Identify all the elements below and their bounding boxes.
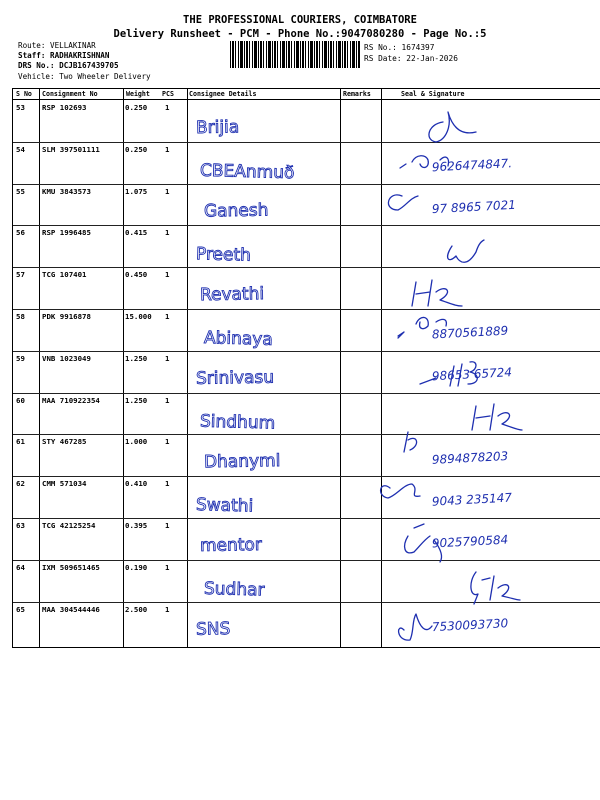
- row-pcs: 1: [165, 312, 170, 321]
- rs-date: RS Date: 22-Jan-2026: [364, 54, 458, 63]
- consignee-handwriting: Swathi: [195, 495, 254, 517]
- row-weight: 15.000: [125, 312, 152, 321]
- row-consignment-no: MAA 710922354: [42, 395, 100, 405]
- row-pcs: 1: [165, 103, 170, 112]
- row-weight: 2.500: [125, 604, 148, 614]
- row-weight: 1.075: [125, 186, 148, 196]
- row-sno: 59: [16, 353, 25, 363]
- row-consignment-no: VNB 1023049: [42, 353, 91, 363]
- signature-handwriting: 9626474847.: [431, 156, 513, 175]
- row-consignment-no: STY 467285: [42, 437, 87, 447]
- row-consignment-no: MAA 304544446: [42, 604, 100, 614]
- row-pcs: 1: [165, 437, 170, 447]
- row-pcs: 1: [165, 395, 170, 405]
- row-sno: 57: [16, 270, 25, 280]
- row-consignment-no: TCG 42125254: [42, 521, 96, 530]
- row-sno: 56: [16, 228, 25, 238]
- row-pcs: 1: [165, 479, 170, 489]
- drs-number: DRS No.: DCJB167439705: [18, 61, 119, 71]
- row-sno: 53: [16, 103, 25, 112]
- row-consignment-no: RSP 1996485: [42, 228, 91, 238]
- consignee-handwriting: SNS: [195, 619, 231, 640]
- row-weight: 0.450: [125, 270, 148, 280]
- signature-mark: [472, 404, 522, 430]
- signature-mark: [404, 432, 417, 452]
- header-consignment: Consignment No: [42, 90, 98, 98]
- row-consignment-no: PDK 9916878: [42, 312, 91, 321]
- signature-mark: [388, 195, 418, 210]
- consignee-handwriting: Preeth: [195, 244, 252, 266]
- signature-handwriting: 9894878203: [431, 448, 509, 467]
- row-weight: 0.250: [125, 144, 148, 154]
- consignee-handwriting: Revathi: [199, 284, 265, 306]
- row-consignment-no: TCG 107401: [42, 270, 87, 280]
- consignee-handwriting: Sudhar: [203, 578, 265, 601]
- signature-mark: [471, 572, 520, 604]
- row-sno: 65: [16, 604, 25, 614]
- row-sno: 63: [16, 521, 25, 530]
- header-weight: Weight: [126, 90, 150, 98]
- rs-number: RS No.: 1674397: [364, 43, 435, 52]
- row-sno: 62: [16, 479, 25, 489]
- row-pcs: 1: [165, 228, 170, 238]
- vehicle-label: Vehicle: Two Wheeler Delivery: [18, 71, 151, 81]
- consignee-handwriting: Srinivasu: [195, 367, 275, 389]
- signature-mark: [381, 484, 420, 498]
- row-weight: 1.250: [125, 395, 148, 405]
- header-pcs: PCS: [162, 90, 174, 98]
- row-consignment-no: CMM 571034: [42, 479, 87, 489]
- row-consignment-no: SLM 397501111: [42, 144, 100, 154]
- document-title: THE PROFESSIONAL COURIERS, COIMBATORE: [183, 14, 417, 26]
- consignee-handwriting: Dhanyml: [203, 451, 281, 473]
- row-pcs: 1: [165, 270, 170, 280]
- row-pcs: 1: [165, 562, 170, 572]
- row-sno: 55: [16, 186, 25, 196]
- row-weight: 1.250: [125, 353, 148, 363]
- signature-handwriting: 9043 235147: [431, 490, 513, 509]
- row-pcs: 1: [165, 353, 170, 363]
- row-pcs: 1: [165, 521, 170, 530]
- row-sno: 64: [16, 562, 25, 572]
- consignee-handwriting: mentor: [199, 534, 263, 557]
- row-sno: 61: [16, 437, 25, 447]
- header-seal: Seal & Signature: [401, 90, 465, 98]
- consignee-handwriting: Sindhum: [199, 411, 276, 434]
- route-label: Route: VELLAKINAR: [18, 41, 96, 50]
- row-sno: 58: [16, 312, 25, 321]
- signature-handwriting: 97 8965 7021: [431, 197, 517, 217]
- row-consignment-no: IXM 509651465: [42, 562, 100, 572]
- header-remarks: Remarks: [343, 90, 371, 98]
- staff-label: Staff: RADHAKRISHNAN: [18, 51, 110, 61]
- row-pcs: 1: [165, 186, 170, 196]
- row-sno: 60: [16, 395, 25, 405]
- row-consignment-no: RSP 102693: [42, 103, 87, 112]
- row-sno: 54: [16, 144, 25, 154]
- signature-mark: [399, 614, 432, 640]
- row-weight: 0.250: [125, 103, 148, 112]
- header-consignee: Consignee Details: [189, 90, 257, 98]
- consignee-handwriting: CBEAnmuð: [199, 160, 295, 184]
- signature-mark: [405, 524, 442, 562]
- signature-handwriting: 7530093730: [431, 616, 509, 635]
- consignee-handwriting: Brijia: [195, 117, 240, 139]
- consignee-handwriting: Ganesh: [203, 200, 269, 222]
- consignee-handwriting: Abinaya: [203, 328, 274, 350]
- header-sno: S No: [16, 90, 32, 98]
- row-weight: 1.000: [125, 437, 148, 447]
- signature-handwriting: 98653 65724: [431, 365, 513, 384]
- signature-mark: [412, 280, 462, 306]
- signature-mark: [448, 240, 484, 262]
- row-weight: 0.415: [125, 228, 148, 238]
- signature-handwriting: 9025790584: [431, 532, 509, 551]
- row-weight: 0.395: [125, 521, 148, 530]
- row-consignment-no: KMU 3843573: [42, 186, 91, 196]
- row-weight: 0.190: [125, 562, 148, 572]
- row-pcs: 1: [165, 144, 170, 154]
- row-weight: 0.410: [125, 479, 148, 489]
- row-pcs: 1: [165, 604, 170, 614]
- signature-mark: [429, 112, 476, 142]
- document-subtitle: Delivery Runsheet - PCM - Phone No.:9047080280 - Page No.:5: [113, 28, 487, 40]
- signature-handwriting: 8870561889: [431, 323, 509, 342]
